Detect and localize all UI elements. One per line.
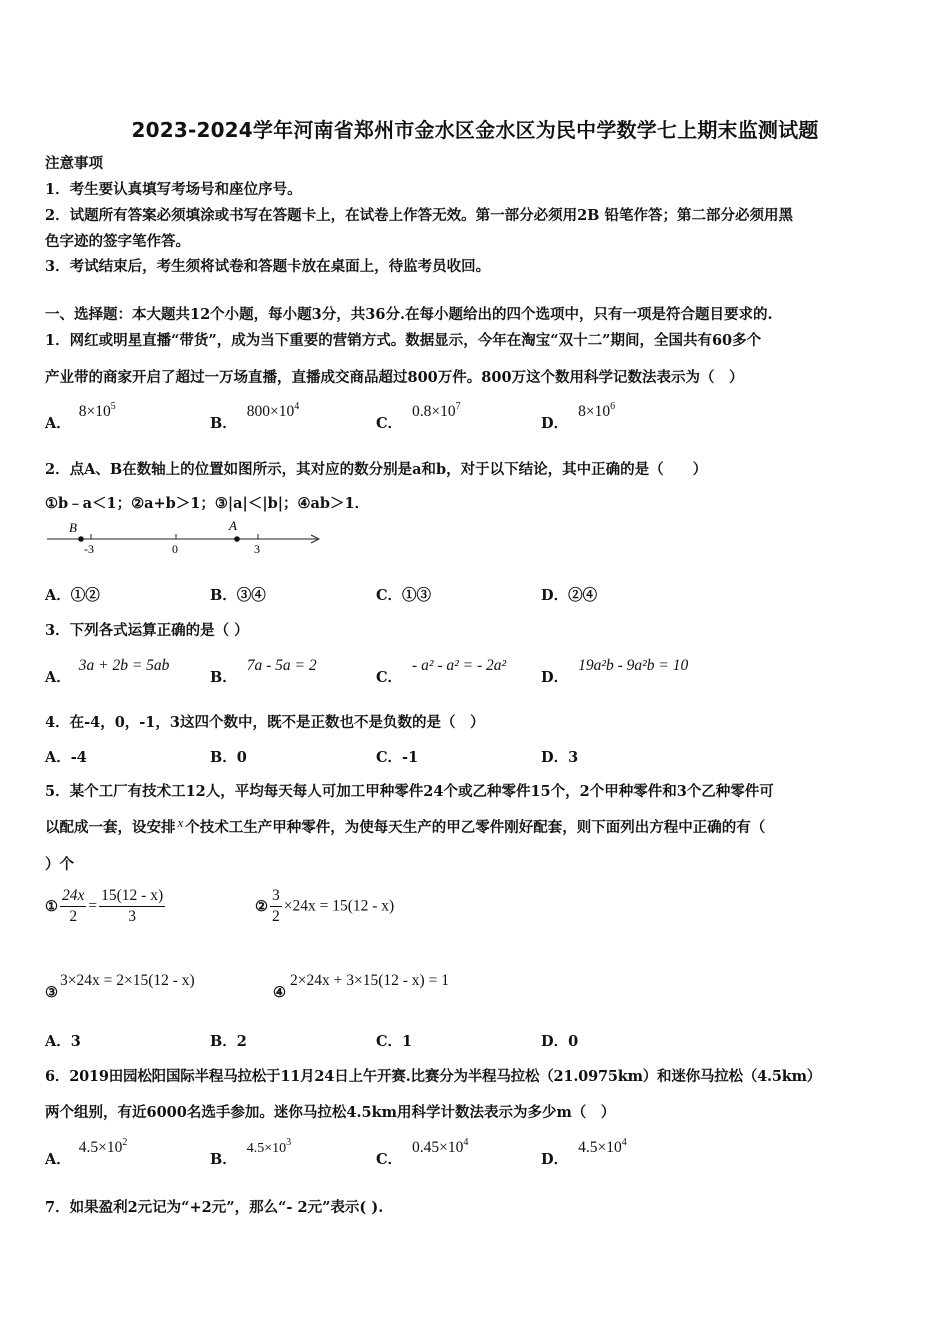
q5-equation-1: ① $\frac{24x}{2}$ = $\frac{15(12 - x)}{3}$ [45,887,164,925]
number-line-figure [45,516,325,558]
question-4-stem: 4．在-4，0，-1，3这四个数中，既不是正数也不是负数的是（ ） [45,714,485,731]
question-1-stem: 产业带的商家开启了超过一万场直播，直播成交商品超过800万件。800万这个数用科学记数法表示为（ ） [45,369,744,386]
label-b: B [69,520,77,535]
q4-option-d[interactable]: D．3 [541,749,579,766]
q2-option-b[interactable]: B．③④ [210,587,266,604]
q2-option-c[interactable]: C．①③ [376,587,432,604]
notice-item: 1．考生要认真填写考场号和座位序号。 [45,181,302,198]
q4-option-c[interactable]: C．-1 [376,749,419,766]
question-6-stem: 6．2019田园松阳国际半程马拉松于11月24日上午开赛.比赛分为半程马拉松（21.0975km）和迷你马拉松（4.5km） [45,1068,822,1085]
point-b [78,536,84,542]
q5-equation-4: ④2×24x + 3×15(12 - x) = 1 [273,972,449,1001]
q3-option-c[interactable]: C．- a² - a² = - 2a² [376,657,507,686]
question-5-stem: 5．某个工厂有技术工12人，平均每天每人可加工甲种零件24个或乙种零件15个，2个甲种零件和3个乙种零件可 [45,783,774,800]
question-3-stem: 3．下列各式运算正确的是（ ） [45,622,249,639]
q5-option-d[interactable]: D．0 [541,1033,579,1050]
point-a [234,536,240,542]
section-heading: 一、选择题：本大题共12个小题，每小题3分，共36分.在每小题给出的四个选项中，只有一项是符合题目要求的. [45,306,773,323]
q1-option-a[interactable]: A．$8\times 10^5$ [45,401,116,432]
q3-option-b[interactable]: B．7a - 5a = 2 [210,657,317,686]
question-7-stem: 7．如果盈利2元记为“+2元”，那么“- 2元”表示( ). [45,1199,384,1216]
q4-option-a[interactable]: A．-4 [45,749,87,766]
q5-option-c[interactable]: C．1 [376,1033,413,1050]
q6-option-d[interactable]: D．$4.5\times 10^4$ [541,1137,627,1168]
notice-item: 3．考试结束后，考生须将试卷和答题卡放在桌面上，待监考员收回。 [45,258,491,275]
q2-option-d[interactable]: D．②④ [541,587,598,604]
q5-equation-2: ② $\frac{3}{2}$ ×24x = 15(12 - x) [255,887,395,925]
tick-label: 0 [172,542,178,556]
notice-item: 色字迹的签字笔作答。 [45,233,190,250]
q6-option-a[interactable]: A．$4.5\times 10^2$ [45,1137,128,1168]
q2-option-a[interactable]: A．①② [45,587,100,604]
q5-option-a[interactable]: A．3 [45,1033,81,1050]
q1-option-d[interactable]: D．$8\times 10^6$ [541,401,616,432]
page-title: 2023-2024学年河南省郑州市金水区金水区为民中学数学七上期末监测试题 [131,118,819,142]
question-2-conditions: ①b﹣a＜1；②a+b＞1；③|a|＜|b|；④ab＞1． [45,495,370,512]
question-2-stem: 2．点A、B在数轴上的位置如图所示，其对应的数分别是a和b，对于以下结论，其中正确的是（ ） [45,461,708,478]
label-a: A [229,518,237,533]
q3-option-a[interactable]: A．3a + 2b = 5ab [45,657,170,686]
notice-heading: 注意事项 [45,155,103,172]
q6-option-c[interactable]: C．$0.45\times 10^4$ [376,1137,469,1168]
question-6-stem: 两个组别，有近6000名选手参加。迷你马拉松4.5km用科学计数法表示为多少m（ ） [45,1104,616,1121]
notice-item: 2．试题所有答案必须填涂或书写在答题卡上，在试卷上作答无效。第一部分必须用2B 铅笔作答；第二部分必须用黑 [45,207,793,224]
q1-option-c[interactable]: C．$0.8\times 10^7$ [376,401,461,432]
q4-option-b[interactable]: B．0 [210,749,247,766]
q5-option-b[interactable]: B．2 [210,1033,247,1050]
question-1-stem: 1．网红或明星直播“带货”，成为当下重要的营销方式。数据显示，今年在淘宝“双十二”期间，全国共有60多个 [45,332,762,349]
tick-label: -3 [84,542,94,556]
tick-label: 3 [254,542,260,556]
q1-option-b[interactable]: B．$800\times 10^4$ [210,401,300,432]
question-5-stem: 以配成一套，设安排 x 个技术工生产甲种零件，为使每天生产的甲乙零件刚好配套，则下面列出方程中正确的有（ [45,815,766,836]
q3-option-d[interactable]: D．19a²b - 9a²b = 10 [541,657,689,686]
q6-option-b[interactable]: B．$4.5\times 10^3$ [210,1137,292,1168]
question-5-stem: ）个 [45,856,74,873]
q5-equation-3: ③3×24x = 2×15(12 - x) [45,972,195,1001]
